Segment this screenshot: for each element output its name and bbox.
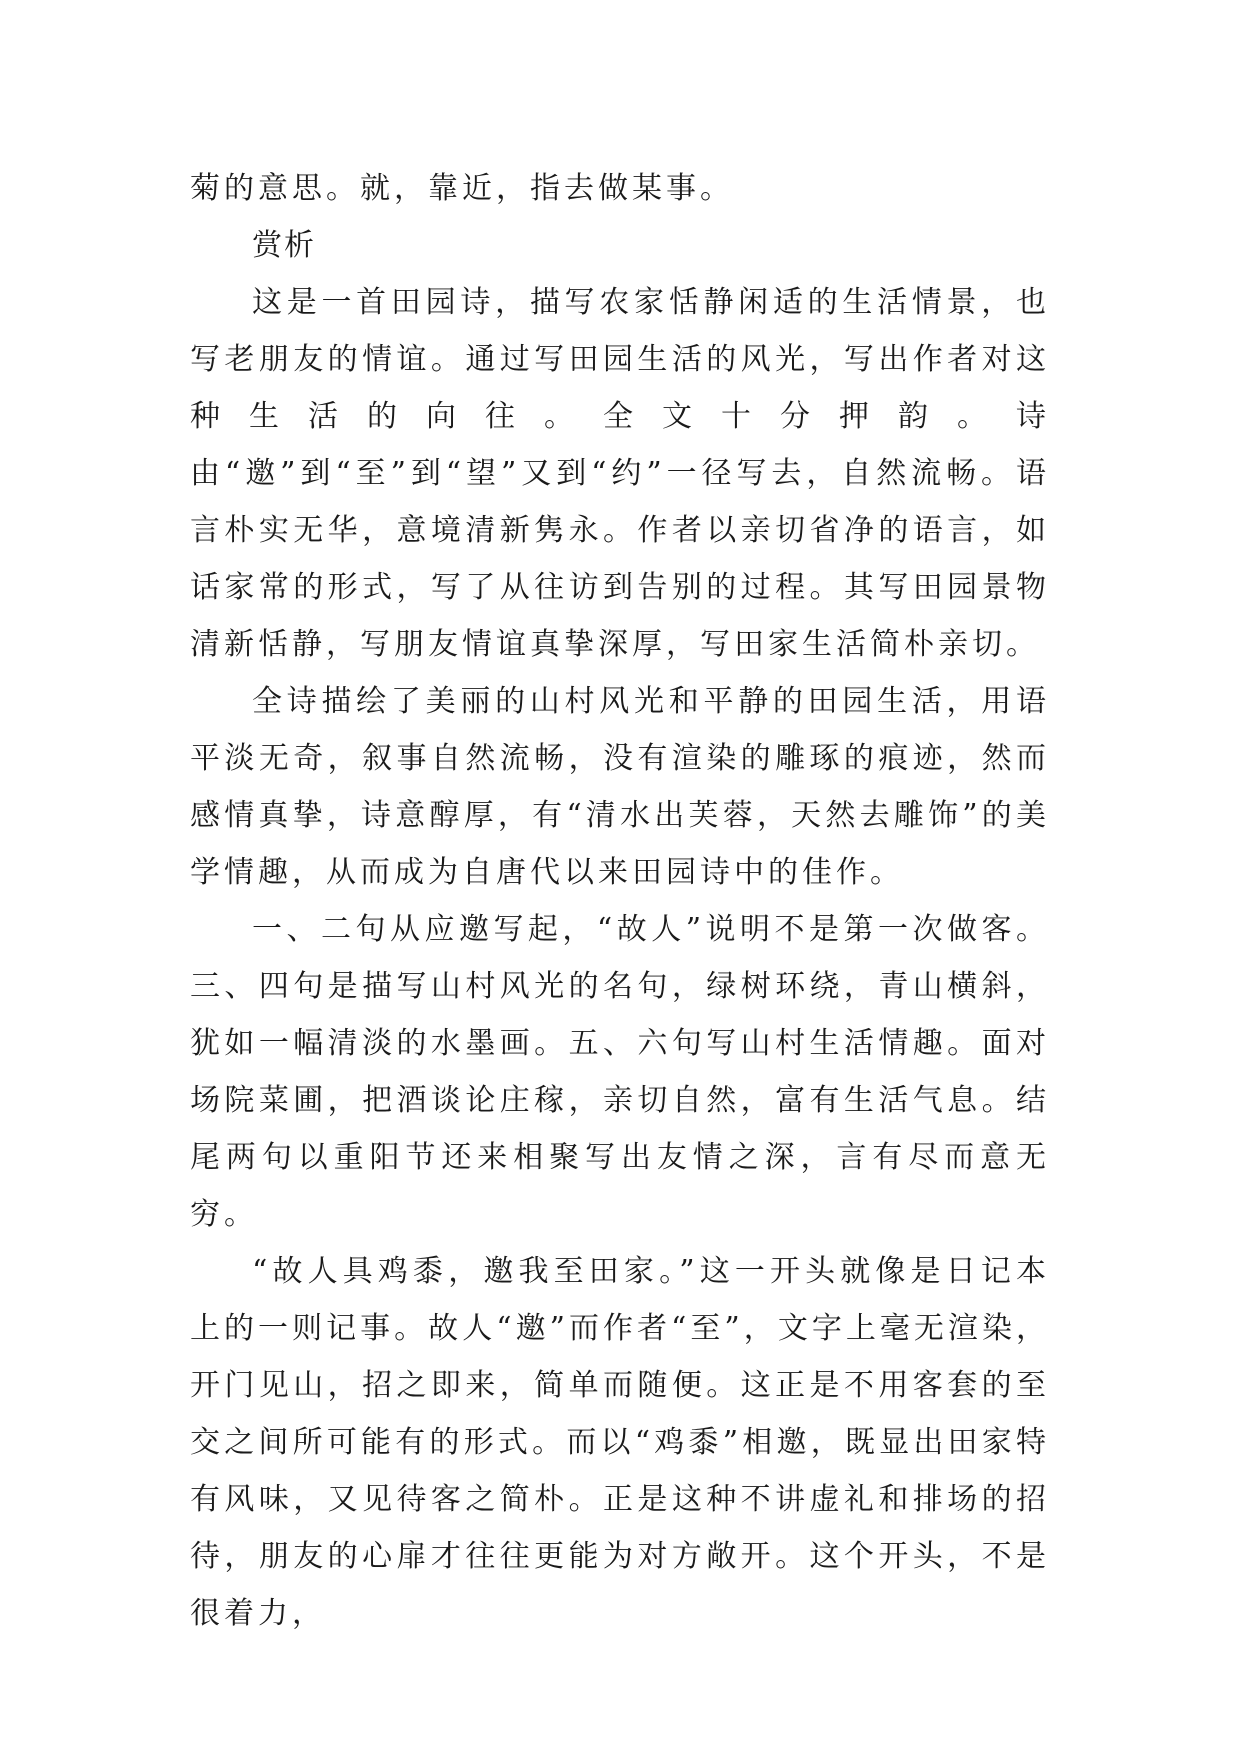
document-body bbox=[190, 160, 1050, 1642]
paragraph: “故人具鸡黍，邀我至田家。”这一开头就像是日记本上的一则记事。故人“邀”而作者“至”，文字上毫无渲染，开门见山，招之即来，简单而随便。这正是不用客套的至交之间所可能有的形式。而以“鸡黍”相邀，既显出田家特有风味，又见待客之简朴。正是这种不讲虚礼和排场的招待，朋友的心扉才往往更能为对方敞开。这个开头，不是很着力， bbox=[190, 1254, 1050, 1631]
paragraph: 全诗描绘了美丽的山村风光和平静的田园生活，用语平淡无奇，叙事自然流畅，没有渲染的雕琢的痕迹，然而感情真挚，诗意醇厚，有“清水出芙蓉，天然去雕饰”的美学情趣，从而成为自唐代以来田园诗中的佳作。 bbox=[190, 684, 1050, 890]
paragraph: 一、二句从应邀写起，“故人”说明不是第一次做客。三、四句是描写山村风光的名句，绿树环绕，青山横斜，犹如一幅清淡的水墨画。五、六句写山村生活情趣。面对场院菜圃，把酒谈论庄稼，亲切自然，富有生活气息。结尾两句以重阳节还来相聚写出友情之深，言有尽而意无穷。 bbox=[190, 912, 1050, 1232]
paragraph: 这是一首田园诗，描写农家恬静闲适的生活情景，也写老朋友的情谊。通过写田园生活的风光，写出作者对这种生活的向往。全文十分押韵。诗由“邀”到“至”到“望”又到“约”一径写去，自然流畅。语言朴实无华，意境清新隽永。作者以亲切省净的语言，如话家常的形式，写了从往访到告别的过程。其写田园景物清新恬静，写朋友情谊真挚深厚，写田家生活简朴亲切。 bbox=[190, 285, 1050, 662]
paragraph-continuation: 菊的意思。就，靠近，指去做某事。 bbox=[190, 171, 734, 206]
section-heading-appreciation: 赏析 bbox=[252, 228, 316, 263]
